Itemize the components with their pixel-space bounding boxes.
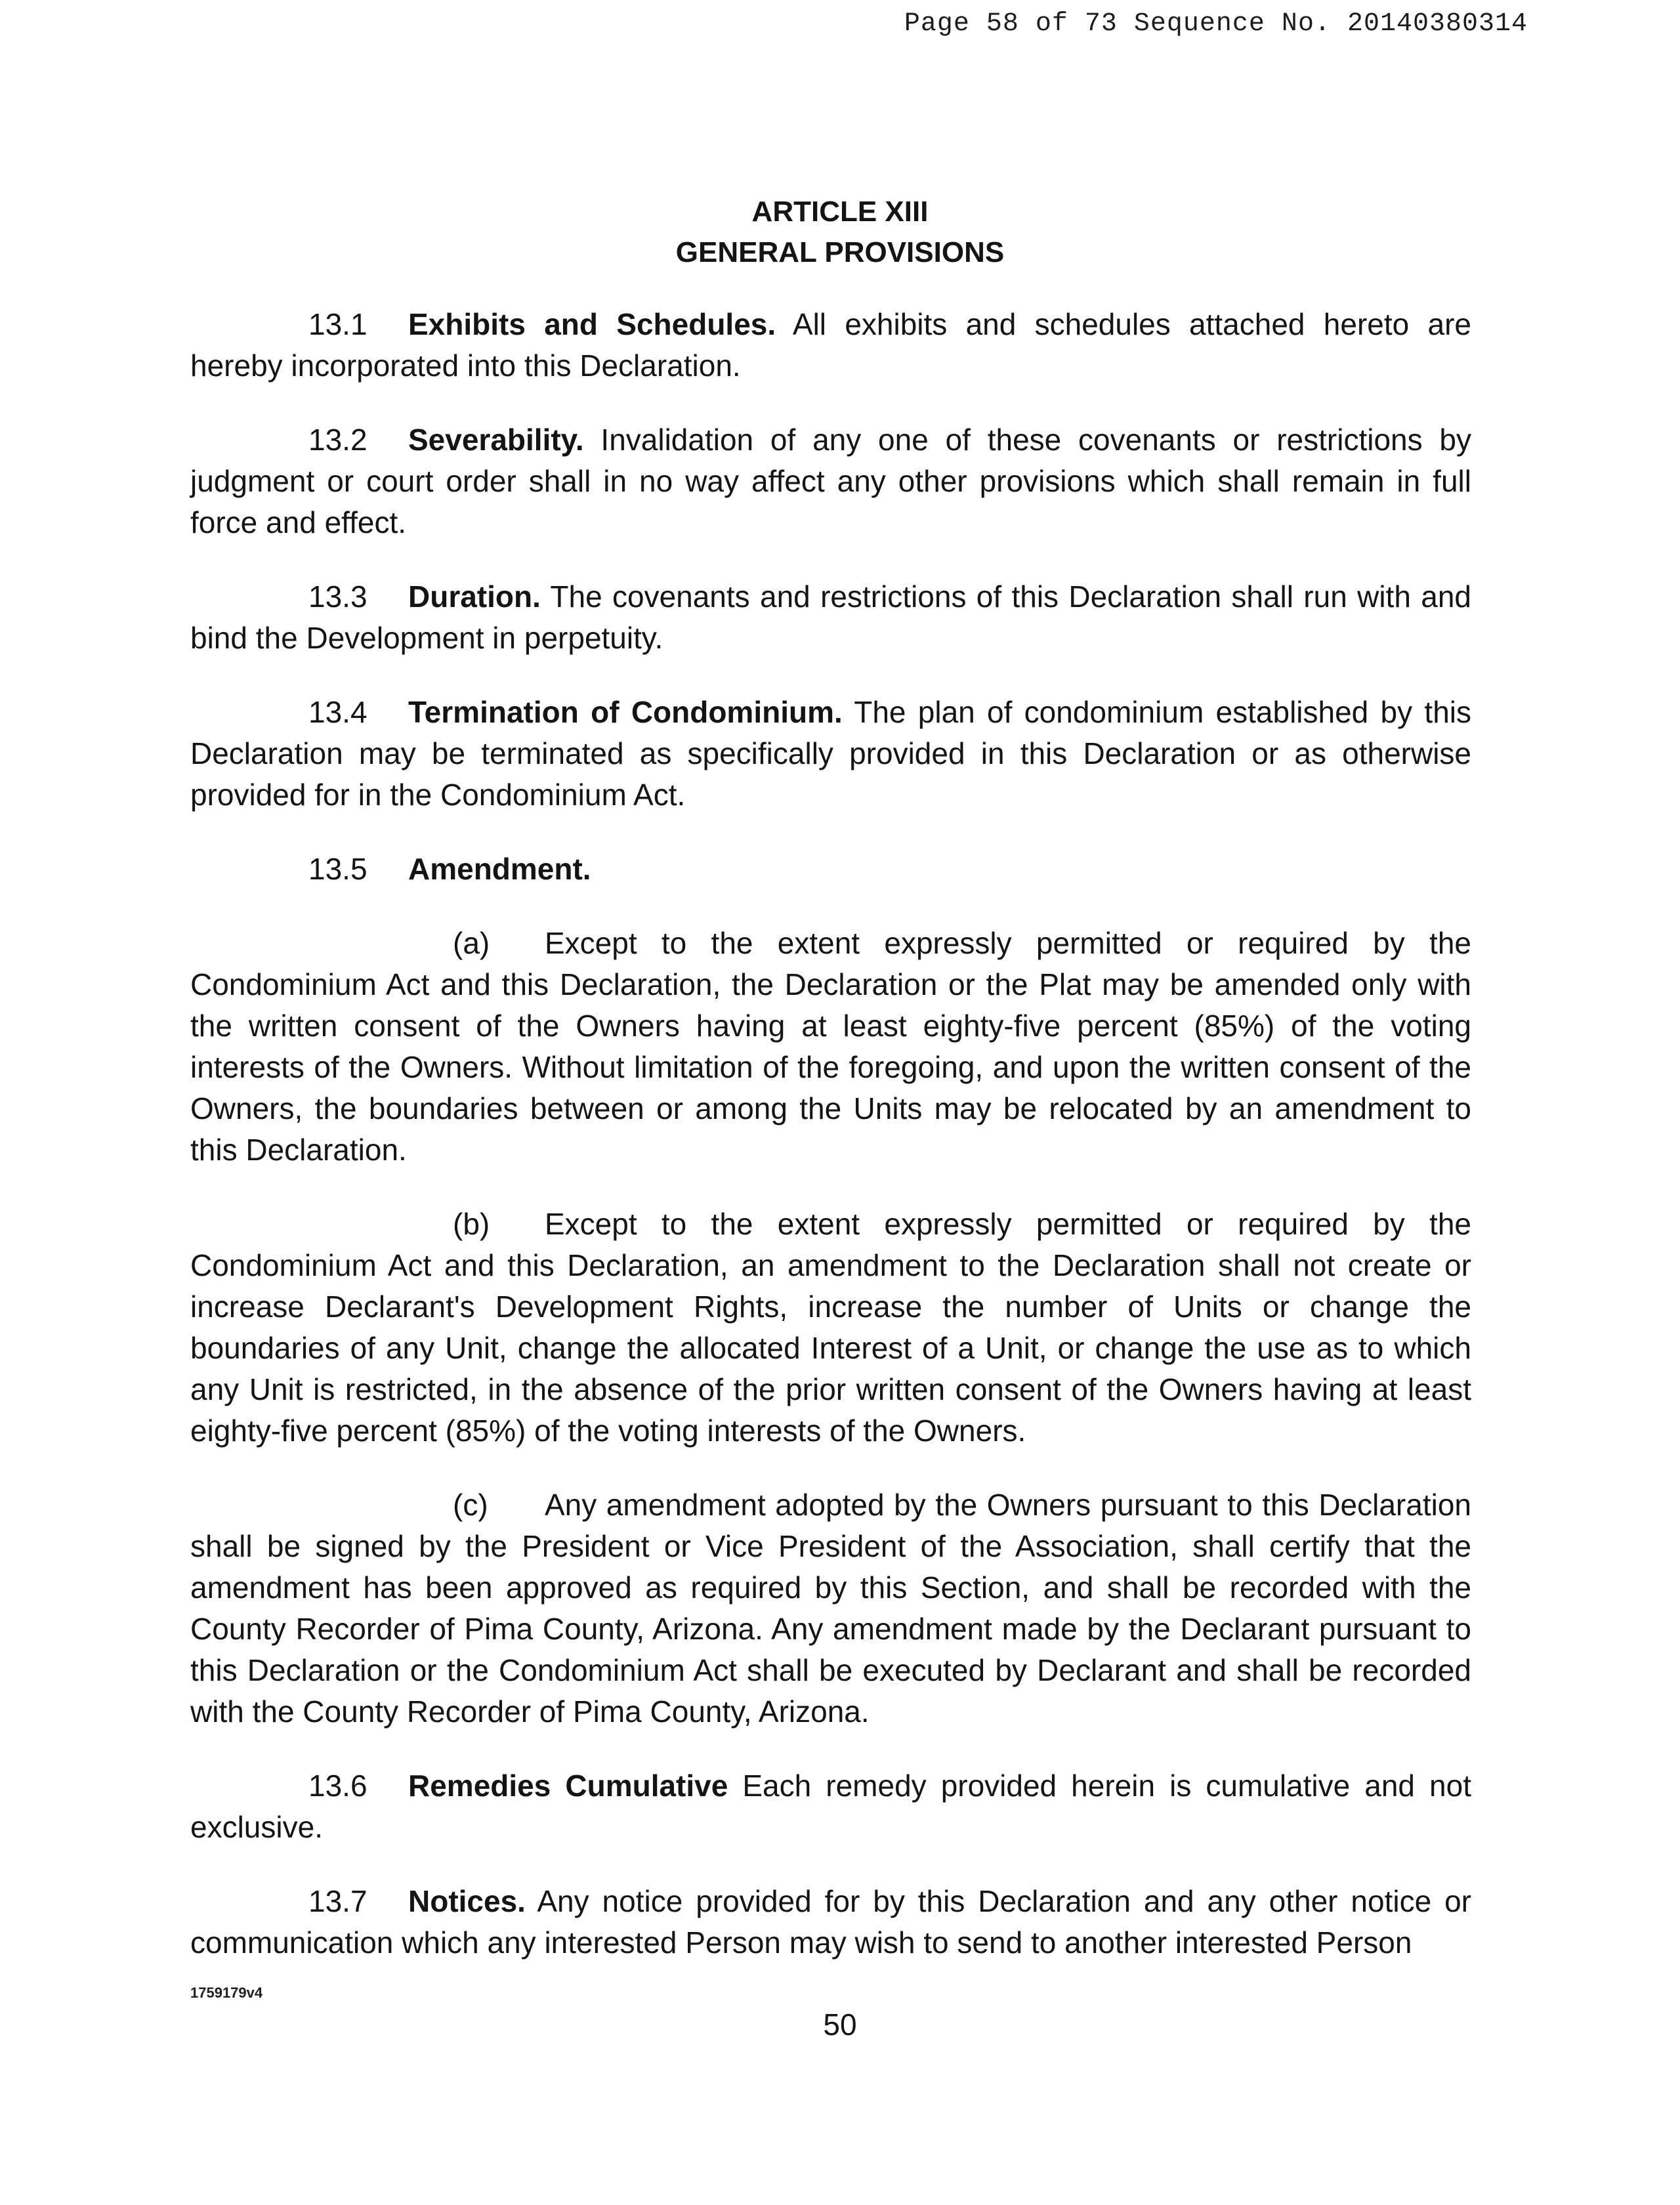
section-heading: Severability. — [408, 423, 584, 457]
article-number: ARTICLE XIII — [751, 196, 929, 228]
section-text: Any notice provided for by this Declaration and any other notice or communication which any interested Person may wish to send to another interested Person — [190, 1884, 1472, 1960]
document-id: 1759179v4 — [190, 1984, 263, 2001]
section-13-3 — [190, 576, 1471, 659]
section-heading: Exhibits and Schedules. — [408, 307, 776, 341]
section-heading: Amendment. — [408, 852, 591, 886]
section-text: Invalidation of any one of these covenants or restrictions by judgment or court order shall in no way affect any other provisions which shall remain in full force and effect. — [190, 423, 1471, 539]
subsection-label: (c) — [453, 1488, 488, 1522]
section-text: The covenants and restrictions of this Declaration shall run with and bind the Development in perpetuity. — [190, 579, 1471, 655]
section-number: 13.5 — [308, 852, 368, 886]
section-heading: Remedies Cumulative — [408, 1769, 728, 1803]
section-text: Each remedy provided herein is cumulative and not exclusive. — [190, 1769, 1472, 1844]
article-heading — [0, 192, 1680, 273]
section-13-6 — [190, 1765, 1471, 1848]
subsection-13-5-b — [190, 1204, 1471, 1452]
section-text: The plan of condominium established by this Declaration may be terminated as specifically provided in this Declaration or as otherwise provided for in the Condominium Act. — [190, 695, 1471, 812]
page-number: 50 — [823, 2007, 857, 2042]
section-heading: Duration. — [408, 579, 541, 614]
section-number: 13.2 — [308, 423, 368, 457]
subsection-label: (a) — [453, 926, 490, 960]
subsection-text: Except to the extent expressly permitted or required by the Condominium Act and this Declaration, the Declaration or the Plat may be amended only with the written consent of the Owners having at least eighty-five percent (85%) of the voting interests of the Owners. Without limitation of the foregoing, and upon the written consent of the Owners, the boundaries between or among the Units may be relocated by an amendment to this Declaration. — [190, 926, 1471, 1167]
section-number: 13.6 — [308, 1769, 368, 1803]
section-number: 13.1 — [308, 307, 368, 341]
section-number: 13.7 — [308, 1884, 368, 1918]
section-number: 13.4 — [308, 695, 368, 729]
section-heading: Notices. — [408, 1884, 526, 1918]
subsection-text: Any amendment adopted by the Owners pursuant to this Declaration shall be signed by the President or Vice President of the Association, shall certify that the amendment has been approved as required by this Section, and shall be recorded with the County Recorder of Pima County, Arizona. Any amendment made by the Declarant pursuant to this Declaration or the Condominium Act shall be executed by Declarant and shall be recorded with the County Recorder of Pima County, Arizona. — [190, 1488, 1471, 1729]
subsection-label: (b) — [453, 1207, 490, 1241]
section-13-1 — [190, 304, 1471, 387]
section-13-5 — [190, 849, 1471, 890]
subsection-13-5-c — [190, 1484, 1471, 1732]
recording-stamp: Page 58 of 73 Sequence No. 20140380314 — [904, 9, 1528, 39]
section-number: 13.3 — [308, 579, 368, 614]
section-text: All exhibits and schedules attached hereto are hereby incorporated into this Declaration. — [190, 307, 1471, 383]
subsection-13-5-a — [190, 923, 1471, 1171]
section-13-7 — [190, 1881, 1471, 1964]
section-heading: Termination of Condominium. — [408, 695, 843, 729]
section-13-4 — [190, 692, 1471, 816]
article-title: GENERAL PROVISIONS — [675, 236, 1005, 268]
subsection-text: Except to the extent expressly permitted or required by the Condominium Act and this Declaration, an amendment to the Declaration shall not create or increase Declarant's Development Rights, increase the number of Units or change the boundaries of any Unit, change the allocated Interest of a Unit, or change the use as to which any Unit is restricted, in the absence of the prior written consent of the Owners having at least eighty-five percent (85%) of the voting interests of the Owners. — [190, 1207, 1471, 1448]
document-body — [190, 304, 1471, 1996]
section-13-2 — [190, 419, 1471, 543]
